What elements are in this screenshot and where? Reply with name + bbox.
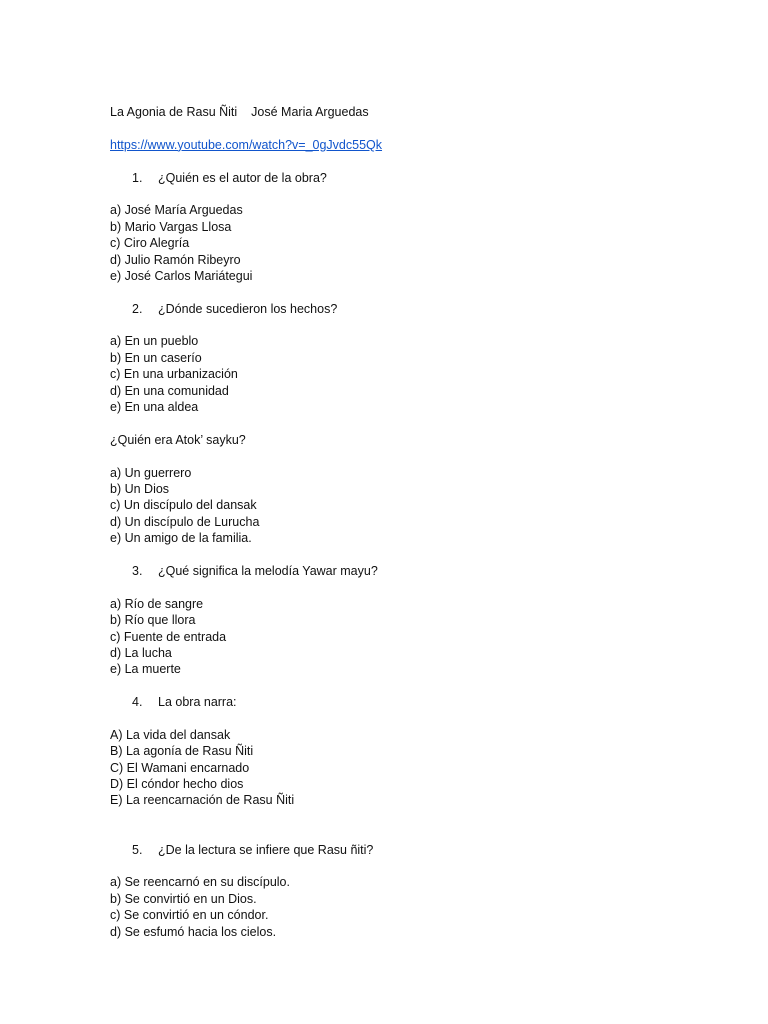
question-text: La obra narra:	[158, 695, 237, 710]
option: e) José Carlos Mariátegui	[110, 268, 253, 283]
question-text: ¿De la lectura se infiere que Rasu ñiti?	[158, 842, 374, 857]
option: a) Río de sangre	[110, 596, 204, 611]
option: c) Se convirtió en un cóndor.	[110, 908, 269, 923]
title-author: José Maria Arguedas	[251, 105, 369, 119]
question-2	[110, 301, 730, 317]
document-title	[110, 104, 730, 120]
option: a) Un guerrero	[110, 465, 192, 480]
option: d) Un discípulo de Lurucha	[110, 514, 260, 529]
youtube-link[interactable]: https://www.youtube.com/watch?v=_0gJvdc55Qk	[110, 137, 383, 152]
question-5	[110, 842, 730, 858]
document-page	[110, 104, 730, 940]
question-number: 3.	[132, 563, 143, 578]
option: e) Un amigo de la familia.	[110, 531, 252, 546]
option: c) Ciro Alegría	[110, 236, 190, 251]
question-number: 2.	[132, 301, 143, 316]
question-3	[110, 563, 730, 579]
option: c) Fuente de entrada	[110, 629, 227, 644]
option: a) Se reencarnó en su discípulo.	[110, 875, 290, 890]
option: d) La lucha	[110, 645, 172, 660]
option: d) En una comunidad	[110, 383, 229, 398]
option: b) Se convirtió en un Dios.	[110, 891, 257, 906]
question-number: 5.	[132, 842, 143, 857]
question-text: ¿Dónde sucedieron los hechos?	[158, 301, 338, 316]
option: d) Se esfumó hacia los cielos.	[110, 924, 277, 939]
question-text: ¿Quién es el autor de la obra?	[158, 170, 327, 185]
option: b) En un caserío	[110, 350, 202, 365]
question-text: ¿Quién era Atok’ sayku?	[110, 432, 246, 447]
title-work: La Agonia de Rasu Ñiti	[110, 105, 238, 119]
option: E) La reencarnación de Rasu Ñiti	[110, 793, 295, 808]
option: a) En un pueblo	[110, 334, 199, 349]
option: d) Julio Ramón Ribeyro	[110, 252, 241, 267]
question-number: 4.	[132, 695, 143, 710]
option: b) Río que llora	[110, 613, 196, 628]
question-4	[110, 694, 730, 710]
option: B) La agonía de Rasu Ñiti	[110, 744, 254, 759]
option: e) La muerte	[110, 662, 181, 677]
option: c) Un discípulo del dansak	[110, 498, 257, 513]
question-number: 1.	[132, 170, 143, 185]
option: a) José María Arguedas	[110, 203, 243, 218]
question-atok-sayku	[110, 432, 730, 448]
question-1	[110, 170, 730, 186]
option: D) El cóndor hecho dios	[110, 777, 244, 792]
option: b) Un Dios	[110, 481, 170, 496]
option: A) La vida del dansak	[110, 727, 231, 742]
question-text: ¿Qué significa la melodía Yawar mayu?	[158, 563, 378, 578]
option: C) El Wamani encarnado	[110, 760, 250, 775]
option: b) Mario Vargas Llosa	[110, 219, 232, 234]
option: e) En una aldea	[110, 400, 199, 415]
option: c) En una urbanización	[110, 367, 238, 382]
